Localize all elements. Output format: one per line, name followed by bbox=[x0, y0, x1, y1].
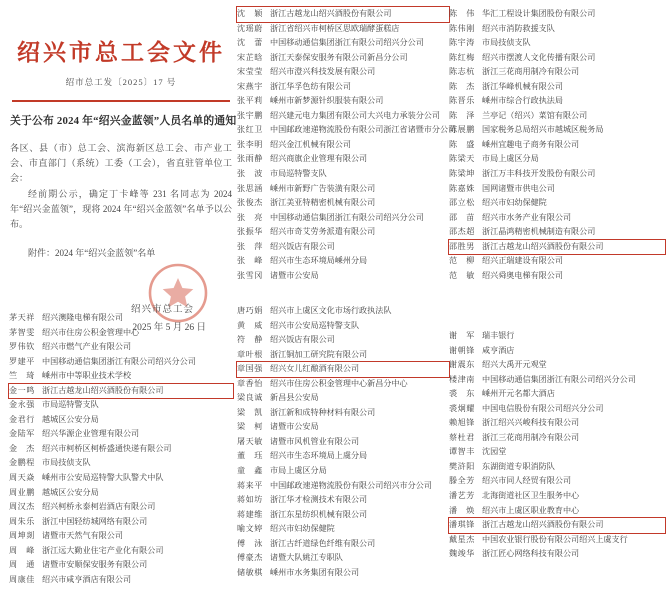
person-company: 绍兴饭店有限公司 bbox=[270, 241, 335, 251]
person-row bbox=[449, 344, 665, 359]
salutation-line: 各区、县（市）总工会、滨海新区总工会、市产业工会、市直部门（系统）工委（工会），省直驻管单位工会： bbox=[10, 143, 232, 184]
person-name: 傅豪杰 bbox=[237, 553, 263, 563]
person-company: 绍兴市生态环境局嵊州分局 bbox=[270, 256, 368, 266]
person-row bbox=[237, 493, 449, 508]
person-name: 宋燕宇 bbox=[237, 81, 263, 91]
person-row bbox=[237, 319, 449, 334]
person-row bbox=[9, 471, 233, 486]
person-company: 浙江三花商用制冷有限公司 bbox=[482, 432, 580, 442]
person-name: 张平莉 bbox=[237, 96, 263, 106]
person-company: 绍兴建元电力集团有限公司大兴电力承装分公司 bbox=[270, 110, 440, 120]
person-row bbox=[237, 508, 449, 523]
person-name: 沈 蕾 bbox=[237, 38, 263, 48]
person-company: 浙江省绍兴市柯桥区思欧瑞酵蛋糕店 bbox=[270, 23, 400, 33]
person-name: 周康佳 bbox=[9, 574, 35, 584]
person-company: 瑞丰银行 bbox=[482, 331, 515, 340]
person-row bbox=[237, 109, 449, 124]
body-paragraph: 经前期公示，确定丁卡峰等 231 名同志为 2024 年“绍兴金蓝领”，现将 2024 年“绍兴金蓝领”名单予以公布。 bbox=[10, 188, 232, 230]
person-company: 浙江远大勤业住宅产业化有限公司 bbox=[42, 545, 164, 555]
person-company: 浙江古越龙山绍兴酒股份有限公司 bbox=[482, 520, 604, 530]
person-company: 中国移动通信集团浙江有限公司绍兴分公司 bbox=[270, 212, 424, 222]
notice-title: 关于公布 2024 年“绍兴金蓝领”人员名单的通知 bbox=[10, 115, 237, 127]
person-row bbox=[449, 269, 665, 284]
person-row bbox=[237, 269, 449, 284]
person-name: 张 波 bbox=[237, 169, 263, 179]
person-row bbox=[237, 225, 449, 240]
person-row bbox=[237, 254, 449, 269]
person-name: 樊浒阳 bbox=[449, 461, 475, 471]
person-name: 黄 威 bbox=[237, 320, 263, 330]
person-name: 宋莹莹 bbox=[237, 67, 263, 77]
person-company: 绍兴市摆渡人文化传播有限公司 bbox=[482, 52, 596, 62]
person-company: 绍兴市燃气产业有限公司 bbox=[42, 342, 132, 352]
person-row bbox=[237, 94, 449, 109]
person-company: 越城区公安分局 bbox=[42, 487, 99, 497]
person-company: 中国移动通信集团浙江有限公司绍兴分公司 bbox=[42, 356, 196, 366]
person-company: 中国移动通信集团浙江有限公司绍兴分公司 bbox=[482, 374, 636, 384]
person-company: 绍兴市上虞区职业教育中心 bbox=[482, 505, 580, 515]
person-row bbox=[449, 373, 665, 388]
person-row bbox=[449, 211, 665, 226]
signer-name: 绍兴市总工会 bbox=[130, 305, 194, 316]
person-company: 嵊州市新梦源针织服装有限公司 bbox=[270, 96, 384, 106]
person-name: 裘 东 bbox=[449, 389, 475, 399]
person-row bbox=[449, 416, 665, 431]
person-company: 中国邮政速递物流股份有限公司浙江省诸暨市分公司 bbox=[270, 125, 457, 135]
person-company: 浙江晶鸿精密机械制造有限公司 bbox=[482, 227, 596, 237]
person-row bbox=[237, 348, 449, 363]
person-row bbox=[9, 413, 233, 428]
person-name: 陈伟刚 bbox=[449, 23, 475, 33]
person-row bbox=[449, 138, 665, 153]
person-company: 绍兴市同人经贸有限公司 bbox=[482, 476, 572, 486]
person-company: 绍兴市澄兴科技发展有限公司 bbox=[270, 67, 376, 77]
person-company: 浙江华峰机械有限公司 bbox=[482, 81, 563, 91]
person-row bbox=[237, 435, 449, 450]
person-name: 唐巧娟 bbox=[237, 306, 263, 315]
person-row bbox=[237, 333, 449, 348]
person-row bbox=[237, 420, 449, 435]
person-company: 浙江古越龙山绍兴酒股份有限公司 bbox=[42, 385, 164, 395]
person-name: 陈红梅 bbox=[449, 52, 475, 62]
person-row bbox=[237, 377, 449, 392]
person-company: 绍兴市妇幼保健院 bbox=[482, 198, 547, 208]
person-company: 绍兴正瑞建设有限公司 bbox=[482, 256, 563, 266]
person-row bbox=[449, 254, 665, 269]
person-row bbox=[237, 80, 449, 95]
person-company: 市局巡特警支队 bbox=[270, 169, 327, 179]
person-name: 张李明 bbox=[237, 139, 263, 149]
person-row bbox=[9, 311, 233, 326]
person-name: 章香怡 bbox=[237, 378, 263, 388]
person-company: 嵊州市中等职业技术学校 bbox=[42, 371, 132, 381]
person-name: 储敏棋 bbox=[237, 567, 263, 577]
person-company: 绍兴澳隆电梯有限公司 bbox=[42, 313, 123, 322]
person-row bbox=[449, 36, 665, 51]
person-row bbox=[237, 65, 449, 80]
person-name: 周天焱 bbox=[9, 473, 35, 483]
person-name: 陈晋乐 bbox=[449, 96, 475, 106]
person-company: 绍兴柯桥永泰柯岩酒店有限公司 bbox=[42, 502, 156, 512]
person-row bbox=[237, 182, 449, 197]
person-name: 范 敏 bbox=[449, 270, 475, 280]
person-name: 陈 泽 bbox=[449, 110, 475, 120]
person-company: 浙江美亚特精密机械有限公司 bbox=[270, 198, 376, 208]
person-row bbox=[9, 515, 233, 530]
person-company: 绍兴市妇幼保健院 bbox=[270, 524, 335, 534]
person-row bbox=[449, 65, 665, 80]
person-row bbox=[449, 182, 665, 197]
person-name: 章国强 bbox=[237, 364, 263, 374]
person-company: 浙江华才检测技术有限公司 bbox=[270, 495, 368, 505]
person-company: 浙江东星纺织机械有限公司 bbox=[270, 509, 368, 519]
person-name: 蒋如坊 bbox=[237, 495, 263, 505]
person-row bbox=[449, 329, 665, 344]
person-name: 滕全芳 bbox=[449, 476, 475, 486]
person-company: 国网诸暨市供电公司 bbox=[482, 183, 555, 193]
person-name: 谢 军 bbox=[449, 331, 475, 340]
person-company: 诸暨市公安局 bbox=[270, 422, 319, 432]
person-company: 浙江三花商用制冷有限公司 bbox=[482, 67, 580, 77]
person-name: 周坤剡 bbox=[9, 531, 35, 541]
person-company: 市局上虞区分局 bbox=[482, 154, 539, 164]
person-row bbox=[449, 123, 665, 138]
person-company: 嵊州市公安局巡特警大队警犬中队 bbox=[42, 473, 164, 483]
person-row bbox=[237, 51, 449, 66]
person-row bbox=[449, 196, 665, 211]
person-row bbox=[9, 456, 233, 471]
person-row bbox=[449, 22, 665, 37]
person-name: 张振华 bbox=[237, 227, 263, 237]
person-row bbox=[449, 7, 665, 22]
person-name: 金永强 bbox=[9, 400, 35, 410]
person-row bbox=[9, 398, 233, 413]
person-name: 楼津南 bbox=[449, 374, 475, 384]
person-company: 嵊州市水务集团有限公司 bbox=[270, 567, 360, 577]
person-name: 张思涵 bbox=[237, 183, 263, 193]
person-name: 周 峰 bbox=[9, 545, 35, 555]
person-row bbox=[237, 449, 449, 464]
person-company: 嵊州市综合行政执法局 bbox=[482, 96, 563, 106]
person-company: 市局上虞区分局 bbox=[270, 466, 327, 476]
person-row bbox=[237, 36, 449, 51]
person-row bbox=[237, 406, 449, 421]
person-name: 茅天祥 bbox=[9, 313, 35, 322]
person-name: 陈梁坤 bbox=[449, 169, 475, 179]
person-row bbox=[9, 500, 233, 515]
person-company: 兰亭记（绍兴）菜馆有限公司 bbox=[482, 110, 588, 120]
person-name: 章叶根 bbox=[237, 349, 263, 359]
person-name: 陈宇涛 bbox=[449, 38, 475, 48]
person-row bbox=[449, 167, 665, 182]
person-name: 张俊杰 bbox=[237, 198, 263, 208]
person-name: 陈志杭 bbox=[449, 67, 475, 77]
document-body bbox=[10, 141, 232, 261]
person-company: 中国移动通信集团浙江有限公司绍兴分公司 bbox=[270, 38, 424, 48]
person-row bbox=[9, 558, 233, 573]
doc-number: 绍市总工发〔2025〕17 号 bbox=[65, 77, 177, 87]
person-name: 张 峰 bbox=[237, 256, 263, 266]
person-row bbox=[449, 51, 665, 66]
person-company: 绍兴市柯桥区柯桥盛通快递有限公司 bbox=[42, 443, 172, 453]
person-company: 东湖街道专职消防队 bbox=[482, 461, 555, 471]
person-company: 诸暨市风机管业有限公司 bbox=[270, 436, 360, 446]
person-company: 绍兴金江机械有限公司 bbox=[270, 139, 351, 149]
person-name: 邵 苗 bbox=[449, 212, 475, 222]
person-company: 绍兴市住房公积金管理中心新昌分中心 bbox=[270, 378, 408, 388]
person-company: 绍兴饭店有限公司 bbox=[270, 335, 335, 345]
person-name: 符 静 bbox=[237, 335, 263, 345]
person-name: 周朱乐 bbox=[9, 516, 35, 526]
person-company: 绍兴市奇艾劳务派遣有限公司 bbox=[270, 227, 376, 237]
attachment-line: 附件：2024 年“绍兴金蓝领”名单 bbox=[28, 248, 156, 259]
name-list-left-bottom bbox=[9, 311, 233, 587]
person-row bbox=[237, 123, 457, 138]
person-name: 戴星杰 bbox=[449, 534, 475, 544]
person-row bbox=[449, 474, 665, 489]
person-row bbox=[449, 80, 665, 95]
person-company: 绍兴华源企业管理有限公司 bbox=[42, 429, 140, 439]
person-row bbox=[237, 362, 449, 377]
person-name: 竺 琦 bbox=[9, 371, 35, 381]
person-company: 浙江万丰科技开发股份有限公司 bbox=[482, 169, 596, 179]
document-header bbox=[10, 34, 237, 351]
person-company: 新昌县公安局 bbox=[270, 393, 319, 403]
person-company: 嵊州宜趣电子商务有限公司 bbox=[482, 139, 580, 149]
person-name: 屠天敏 bbox=[237, 436, 263, 446]
person-name: 范 柳 bbox=[449, 256, 475, 266]
person-company: 绍兴市生态环境局上虞分局 bbox=[270, 451, 368, 461]
person-row bbox=[237, 479, 449, 494]
person-name: 张红卫 bbox=[237, 125, 263, 135]
person-name: 喻文婷 bbox=[237, 524, 263, 534]
person-company: 绍兴大禹开元观堂 bbox=[482, 360, 547, 370]
person-name: 金君行 bbox=[9, 414, 35, 424]
person-row bbox=[237, 22, 449, 37]
person-name: 周 通 bbox=[9, 560, 35, 570]
person-company: 咸亨酒店 bbox=[482, 345, 515, 355]
person-name: 潘琪锋 bbox=[449, 520, 475, 530]
person-row bbox=[449, 547, 665, 562]
person-row bbox=[9, 384, 233, 399]
person-row bbox=[449, 504, 665, 519]
person-row bbox=[449, 240, 665, 255]
person-company: 华汇工程设计集团股份有限公司 bbox=[482, 9, 596, 18]
person-name: 金鹏程 bbox=[9, 458, 35, 468]
person-company: 绍兴市上虞区文化市场行政执法队 bbox=[270, 306, 392, 315]
person-company: 绍兴市住房公积金管理中心 bbox=[42, 327, 140, 337]
person-name: 张雨静 bbox=[237, 154, 263, 164]
person-company: 绍兴商旗企业管理有限公司 bbox=[270, 154, 368, 164]
person-name: 裘炯耀 bbox=[449, 403, 475, 413]
person-company: 浙江中国轻纺城网络有限公司 bbox=[42, 516, 148, 526]
person-company: 北海街道社区卫生服务中心 bbox=[482, 491, 580, 501]
person-row bbox=[9, 355, 233, 370]
person-name: 魏竣华 bbox=[449, 549, 475, 559]
person-row bbox=[449, 518, 665, 533]
person-company: 浙江新和成特种材料有限公司 bbox=[270, 407, 376, 417]
person-name: 罗伟钦 bbox=[9, 342, 35, 352]
person-row bbox=[9, 486, 233, 501]
person-company: 国家税务总局绍兴市越城区税务局 bbox=[482, 125, 604, 135]
person-company: 浙江绍兴兴峻科技有限公司 bbox=[482, 418, 580, 428]
person-name: 陈 盛 bbox=[449, 139, 475, 149]
person-company: 诸暨市安顺保安服务有限公司 bbox=[42, 560, 148, 570]
person-name: 张雪冈 bbox=[237, 270, 263, 280]
person-row bbox=[9, 326, 233, 341]
person-company: 浙江古纤道绿色纤维有限公司 bbox=[270, 538, 376, 548]
person-name: 童 鑫 bbox=[237, 466, 263, 476]
person-company: 沈园堂 bbox=[482, 447, 507, 457]
person-company: 浙江匠心网络科技有限公司 bbox=[482, 549, 580, 559]
person-name: 蒋来平 bbox=[237, 480, 263, 490]
person-company: 越城区公安分局 bbox=[42, 414, 99, 424]
person-company: 诸暨大队姚江专职队 bbox=[270, 553, 343, 563]
person-row bbox=[449, 109, 665, 124]
person-row bbox=[9, 544, 233, 559]
person-name: 金 杰 bbox=[9, 443, 35, 453]
person-row bbox=[449, 387, 665, 402]
person-company: 绍兴女儿红酿酒有限公司 bbox=[270, 364, 360, 374]
person-row bbox=[9, 340, 233, 355]
person-company: 诸暨市公安局 bbox=[270, 270, 319, 280]
person-company: 绍兴市公安局巡特警支队 bbox=[270, 320, 360, 330]
person-company: 诸暨市天然气有限公司 bbox=[42, 531, 123, 541]
person-company: 市局技侦支队 bbox=[42, 458, 91, 468]
person-name: 张宇鹏 bbox=[237, 110, 263, 120]
person-company: 浙江古越龙山绍兴酒股份有限公司 bbox=[482, 241, 604, 251]
person-company: 绍兴市消防救援支队 bbox=[482, 23, 555, 33]
person-row bbox=[237, 152, 449, 167]
person-name: 邵立松 bbox=[449, 198, 475, 208]
person-company: 中国农业银行股份有限公司绍兴上虞支行 bbox=[482, 534, 628, 544]
person-name: 梁 柯 bbox=[237, 422, 263, 432]
person-name: 潘 焕 bbox=[449, 505, 475, 515]
name-list-middle-bottom bbox=[237, 304, 449, 580]
person-row bbox=[237, 240, 449, 255]
person-row bbox=[449, 533, 665, 548]
name-list-right-bottom bbox=[449, 329, 665, 562]
person-name: 陈 杰 bbox=[449, 81, 475, 91]
person-company: 浙江华孚色纺有限公司 bbox=[270, 81, 351, 91]
person-company: 嵊州市新野广告装潢有限公司 bbox=[270, 183, 376, 193]
person-company: 市局巡特警支队 bbox=[42, 400, 99, 410]
person-name: 蒋建维 bbox=[237, 509, 263, 519]
person-name: 谭智丰 bbox=[449, 447, 475, 457]
person-row bbox=[237, 551, 449, 566]
person-name: 邵杰超 bbox=[449, 227, 475, 237]
person-name: 谢朝锋 bbox=[449, 345, 475, 355]
person-name: 陈展鹏 bbox=[449, 125, 475, 135]
person-name: 周汉杰 bbox=[9, 502, 35, 512]
person-company: 绍兴舜奥电梯有限公司 bbox=[482, 270, 563, 280]
person-name: 张 萍 bbox=[237, 241, 263, 251]
person-name: 金一鸣 bbox=[9, 385, 35, 395]
person-name: 沈 颖 bbox=[237, 9, 263, 18]
person-name: 赖旭锋 bbox=[449, 418, 475, 428]
person-row bbox=[237, 7, 449, 22]
person-row bbox=[237, 211, 449, 226]
person-row bbox=[237, 304, 449, 319]
person-name: 梁良诚 bbox=[237, 393, 263, 403]
person-row bbox=[449, 431, 665, 446]
person-row bbox=[9, 442, 233, 457]
person-company: 中国邮政速递物流股份有限公司绍兴市分公司 bbox=[270, 480, 432, 490]
person-company: 浙江天泰保安服务有限公司新昌分公司 bbox=[270, 52, 408, 62]
signature-date: 2025 年 5 月 26 日 bbox=[132, 323, 206, 334]
person-name: 傅 泳 bbox=[237, 538, 263, 548]
person-row bbox=[237, 522, 449, 537]
person-row bbox=[449, 152, 665, 167]
person-row bbox=[237, 566, 449, 581]
person-name: 宋芷晗 bbox=[237, 52, 263, 62]
red-divider bbox=[12, 100, 230, 102]
person-name: 茅智雯 bbox=[9, 327, 35, 337]
person-row bbox=[237, 138, 449, 153]
person-name: 陈嘉姝 bbox=[449, 183, 475, 193]
person-row bbox=[449, 445, 665, 460]
person-name: 邵胜男 bbox=[449, 241, 475, 251]
person-name: 沈瑶蔚 bbox=[237, 23, 263, 33]
person-company: 中国电信股份有限公司绍兴分公司 bbox=[482, 403, 604, 413]
person-row bbox=[237, 537, 449, 552]
person-company: 绍兴市咸亨酒店有限公司 bbox=[42, 574, 132, 584]
person-name: 谢震东 bbox=[449, 360, 475, 370]
person-name: 董 珏 bbox=[237, 451, 263, 461]
person-row bbox=[9, 529, 233, 544]
person-row bbox=[237, 167, 449, 182]
person-name: 金陆军 bbox=[9, 429, 35, 439]
person-row bbox=[9, 427, 233, 442]
person-row bbox=[9, 573, 233, 588]
person-name: 罗建平 bbox=[9, 356, 35, 366]
person-name: 周业鹏 bbox=[9, 487, 35, 497]
person-name: 蔡杜君 bbox=[449, 432, 475, 442]
person-row bbox=[449, 489, 665, 504]
person-row bbox=[449, 358, 665, 373]
person-row bbox=[237, 391, 449, 406]
person-row bbox=[237, 464, 449, 479]
person-name: 陈 伟 bbox=[449, 9, 475, 18]
name-list-middle-top bbox=[237, 7, 457, 283]
person-name: 梁 凯 bbox=[237, 407, 263, 417]
person-company: 浙江古越龙山绍兴酒股份有限公司 bbox=[270, 9, 392, 18]
person-name: 陈梁天 bbox=[449, 154, 475, 164]
person-company: 绍兴市水务产业有限公司 bbox=[482, 212, 572, 222]
name-list-right-top bbox=[449, 7, 665, 283]
org-title: 绍兴市总工会文件 bbox=[17, 40, 225, 65]
person-row bbox=[9, 369, 233, 384]
person-company: 浙江铜加工研究院有限公司 bbox=[270, 349, 368, 359]
person-row bbox=[449, 225, 665, 240]
person-company: 嵊州开元名都大酒店 bbox=[482, 389, 555, 399]
person-row bbox=[237, 196, 449, 211]
person-name: 潘艺芳 bbox=[449, 491, 475, 501]
person-row bbox=[449, 94, 665, 109]
person-row bbox=[449, 402, 665, 417]
person-company: 市局技侦支队 bbox=[482, 38, 531, 48]
person-row bbox=[449, 460, 665, 475]
person-name: 张 亮 bbox=[237, 212, 263, 222]
